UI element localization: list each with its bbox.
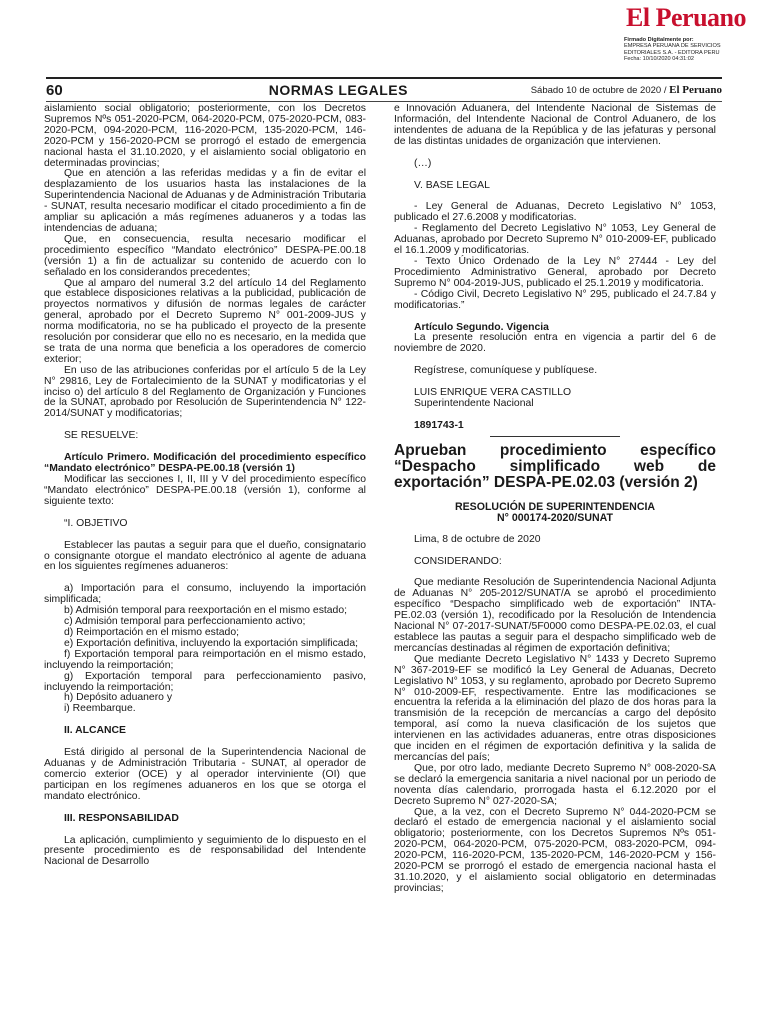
right-column xyxy=(394,104,716,895)
list-item: - Ley General de Aduanas, Decreto Legislativo N° 1053, publicado el 27.6.2008 y modificatorias. xyxy=(394,201,716,224)
list-item: h) Depósito aduanero y xyxy=(64,692,173,704)
paragraph: Que, por otro lado, mediante Decreto Supremo N° 008-2020-SA se declaró la emergencia sanitaria a nivel nacional por un periodo de noventa días calendario, prorrogada hasta el 6.12.2020 por el Decreto Supremo N° 027-2020-SA; xyxy=(394,762,716,807)
paragraph: Que, en consecuencia, resulta necesario modificar el procedimiento específico “Mandato electrónico” DESPA-PE.00.18 (versión 1) a fin de actualizar su contenido de acuerdo con lo señalado en los considerandos precedentes; xyxy=(44,233,366,278)
divider xyxy=(490,436,620,437)
list-item: - Reglamento del Decreto Legislativo N° 1053, Ley General de Aduanas, aprobado por Decreto Supremo N° 010-2009-EF, publicado el 16.1.2009 y modificatorias. xyxy=(394,223,716,257)
list-item: f) Exportación temporal para reimportación en el mismo estado, incluyendo la reimportación; xyxy=(44,648,366,671)
paragraph: Que en atención a las referidas medidas y a fin de evitar el desplazamiento de los usuarios hasta las instalaciones de la Superintendencia Nacional de Aduanas y de Administración Tributaria - SUNAT, resulta necesario modificar el citado procedimiento a fin de ampliar su aplicación a más regímenes aduaneros y a todas las intendencias de aduana; xyxy=(44,168,366,234)
article-heading: Artículo Segundo. Vigencia xyxy=(414,321,549,333)
date-text: Sábado 10 de octubre de 2020 / xyxy=(530,85,667,96)
list-item: i) Reembarque. xyxy=(64,703,136,715)
ellipsis: (…) xyxy=(414,157,432,169)
paper-name: El Peruano xyxy=(669,84,722,96)
paragraph: La presente resolución entra en vigencia a partir del 6 de noviembre de 2020. xyxy=(394,332,716,355)
article-title: Aprueban procedimiento específico “Despacho simplificado web de exportación” DESPA-PE.02.03 (versión 2) xyxy=(394,441,716,491)
resolution-heading: RESOLUCIÓN DE SUPERINTENDENCIA xyxy=(454,500,656,513)
paragraph: Modificar las secciones I, II, III y V del procedimiento específico “Mandato electrónico” DESPA-PE.00.18 (versión 1), conforme al siguiente texto: xyxy=(44,474,366,507)
masthead xyxy=(566,3,746,63)
list-item: g) Exportación temporal para perfeccionamiento pasivo, incluyendo la reimportación; xyxy=(44,670,366,693)
issue-date xyxy=(531,84,722,96)
signature-line: EMPRESA PERUANA DE SERVICIOS xyxy=(624,43,721,50)
list-item: d) Reimportación en el mismo estado; xyxy=(64,626,239,638)
resolution-number: N° 000174-2020/SUNAT xyxy=(497,511,613,524)
section-heading: V. BASE LEGAL xyxy=(414,179,490,191)
signature-line: Fecha: 10/10/2020 04:31:02 xyxy=(624,56,694,63)
list-item: c) Admisión temporal para perfeccionamiento activo; xyxy=(64,616,306,628)
list-item: b) Admisión temporal para reexportación en el mismo estado; xyxy=(64,605,347,617)
paragraph: aislamiento social obligatorio; posteriormente, con los Decretos Supremos Nºs 051-2020-PCM, 064-2020-PCM, 075-2020-PCM, 083-2020-PCM, 094-2020-PCM, 116-2020-PCM, 135-2020-PCM, 146-2020-PCM y 156-2020-PCM se prorrogó el estado de emergencia nacional hasta el 31.10.2020, y el aislamiento social obligatorio en determinadas provincias; xyxy=(44,103,366,169)
section-heading: II. ALCANCE xyxy=(64,725,126,737)
list-item: - Texto Único Ordenado de la Ley N° 27444 - Ley del Procedimiento Administrativo General, aprobado por Decreto Supremo N° 004-2019-JUS, publicado el 25.1.2019 y modificatoria. xyxy=(394,255,716,289)
list-item: a) Importación para el consumo, incluyendo la importación simplificada; xyxy=(44,583,366,606)
article-heading: Artículo Primero. Modificación del procedimiento específico “Mandato electrónico” DESPA-PE.00.18 (versión 1) xyxy=(44,452,366,475)
signatory-title: Superintendente Nacional xyxy=(414,398,534,410)
paragraph: La aplicación, cumplimiento y seguimiento de lo dispuesto en el presente procedimiento es de responsabilidad del Intendente Nacional de Desarrollo xyxy=(44,834,366,868)
list-item: e) Exportación definitiva, incluyendo la exportación simplificada; xyxy=(64,637,358,649)
section-heading: “I. OBJETIVO xyxy=(64,517,128,529)
page-header xyxy=(46,77,722,102)
list-item: - Código Civil, Decreto Legislativo N° 295, publicado el 24.7.84 y modificatorias.” xyxy=(394,288,716,311)
section-heading: III. RESPONSABILIDAD xyxy=(64,812,179,824)
paragraph: Está dirigido al personal de la Superintendencia Nacional de Aduanas y de Administración Tributaria - SUNAT, al operador de comercio exterior (OCE) y al operador interviniente (OI) que participan en los regímenes aduaneros en los que se otorga el mandato electrónico. xyxy=(44,747,366,802)
place-date: Lima, 8 de octubre de 2020 xyxy=(414,533,541,545)
signature-line: Firmado Digitalmente por: xyxy=(624,37,694,43)
closing-formula: Regístrese, comuníquese y publíquese. xyxy=(414,365,598,377)
paragraph: Que, a la vez, con el Decreto Supremo N° 044-2020-PCM se declaró el estado de emergencia nacional y el aislamiento social obligatorio; posteriormente, con los Decretos Supremos Nºs 051-2020-PCM, 064-2020-PCM, 075-2020-PCM, 083-2020-PCM, 094-2020-PCM, 116-2020-PCM, 135-2020-PCM, 146-2020-PCM y 156-2020-PCM se prorrogó el estado de emergencia nacional hasta el 31.10.2020, y el aislamiento social obligatorio en determinadas provincias; xyxy=(394,806,716,894)
paragraph: Que al amparo del numeral 3.2 del artículo 14 del Reglamento que establece disposiciones relativas a la publicidad, publicación de proyectos normativos y difusión de normas legales de carácter general, aprobado por el Decreto Supremo N° 001-2009-JUS y norma modificatoria, no se ha publicado el proyecto de la presente resolución por considerar que ello no es necesario, en la medida que se trata de una norma que beneficia a los operadores de comercio exterior; xyxy=(44,277,366,365)
paragraph: Que mediante Decreto Legislativo N° 1433 y Decreto Supremo N° 367-2019-EF se modificó la Ley General de Aduanas, Decreto Legislativo N° 1053, y su reglamento, aprobado por Decreto Supremo N° 010-2009-EF, respectivamente. Entre las modificaciones se encuentra la referida a la eliminación del plazo de dos horas para la transmisión de la recepción de mercancías a cargo del depósito temporal, así como la nueva clasificación de los sujetos que intervienen en las actividades aduaneras, entre otras disposiciones que inciden en el régimen de exportación definitiva y la salida de mercancías del país; xyxy=(394,653,716,763)
section-title: NORMAS LEGALES xyxy=(268,82,408,98)
signature-line: EDITORIALES S.A. - EDITORA PERU xyxy=(624,49,720,56)
signatory-name: LUIS ENRIQUE VERA CASTILLO xyxy=(414,387,572,399)
document-code: 1891743-1 xyxy=(414,419,464,431)
digital-signature xyxy=(624,37,746,63)
paragraph: Establecer las pautas a seguir para que el dueño, consignatario o consignante otorgue el mandato electrónico al agente de aduana en los siguientes regímenes aduaneros: xyxy=(44,539,366,573)
paragraph: Que mediante Resolución de Superintendencia Nacional Adjunta de Aduanas N° 205-2012/SUNAT/A se aprobó el procedimiento específico “Despacho simplificado web de exportación” INTA-PE.02.03 (versión 1), recodificado por la Resolución de Intendencia Nacional N° 07-2017-SUNAT/5F0000 como DESPA-PE.02.03, el cual establece las pautas a seguir para el despacho simplificado web de mercancías destinadas al régimen de exportación definitiva; xyxy=(394,577,716,654)
paragraph: e Innovación Aduanera, del Intendente Nacional de Sistemas de Información, del Intendente Nacional de Control Aduanero, de los intendentes de aduana de la República y de las jefaturas y personal de las distintas unidades de organización que intervienen. xyxy=(394,103,716,147)
el-peruano-logo: El Peruano xyxy=(626,3,746,32)
considering-heading: CONSIDERANDO: xyxy=(414,555,502,567)
page-number: 60 xyxy=(46,81,63,99)
paragraph: En uso de las atribuciones conferidas por el artículo 5 de la Ley N° 29816, Ley de Fortalecimiento de la SUNAT y modificatorias y el inciso o) del artículo 8 del Reglamento de Organización y Funciones de la SUNAT, aprobado por Resolución de Superintendencia N° 122-2014/SUNAT y modificatorias; xyxy=(44,364,366,420)
resolve-heading: SE RESUELVE: xyxy=(64,430,139,442)
left-column xyxy=(44,104,366,868)
